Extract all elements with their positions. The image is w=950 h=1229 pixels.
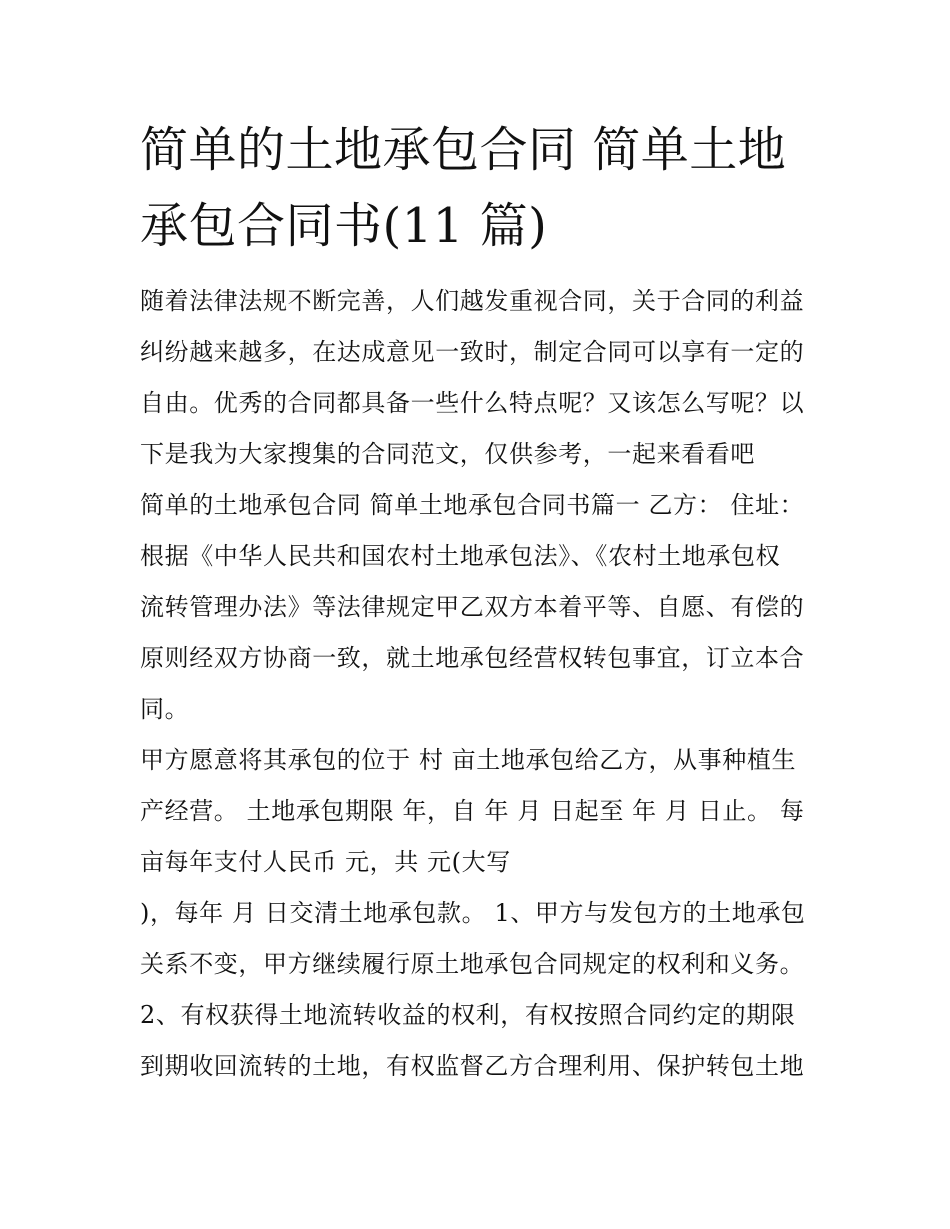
body-line: 简单的土地承包合同 简单土地承包合同书篇一 乙方： 住址：: [140, 491, 805, 519]
body-line: 产经营。 土地承包期限 年，自 年 月 日起至 年 月 日止。 每: [140, 797, 805, 825]
body-line: 甲方愿意将其承包的位于 村 亩土地承包给乙方，从事种植生: [140, 746, 797, 774]
body-line: 同。: [140, 695, 190, 723]
body-line: 流转管理办法》等法律规定甲乙双方本着平等、自愿、有偿的: [140, 593, 805, 621]
body-line: )，每年 月 日交清土地承包款。 1、甲方与发包方的土地承包: [140, 899, 806, 927]
body-line: 下是我为大家搜集的合同范文，仅供参考，一起来看看吧: [140, 440, 755, 468]
title-line: 简单的土地承包合同 简单土地: [140, 122, 787, 178]
document-body: [140, 276, 830, 1092]
body-line: 纠纷越来越多，在达成意见一致时，制定合同可以享有一定的: [140, 338, 805, 366]
document-title: [140, 112, 820, 264]
body-line: 自由。优秀的合同都具备一些什么特点呢？又该怎么写呢？以: [140, 389, 805, 417]
body-line: 到期收回流转的土地，有权监督乙方合理利用、保护转包土地: [140, 1052, 805, 1080]
body-line: 亩每年支付人民币 元，共 元(大写: [140, 848, 511, 876]
title-line: 承包合同书(11 篇): [140, 198, 548, 254]
body-line: 根据《中华人民共和国农村土地承包法》、《农村土地承包权: [140, 542, 781, 570]
body-line: 2、有权获得土地流转收益的权利，有权按照合同约定的期限: [140, 1001, 796, 1029]
body-line: 原则经双方协商一致，就土地承包经营权转包事宜，订立本合: [140, 644, 805, 672]
body-line: 随着法律法规不断完善，人们越发重视合同，关于合同的利益: [140, 287, 805, 315]
body-line: 关系不变，甲方继续履行原土地承包合同规定的权利和义务。: [140, 950, 805, 978]
